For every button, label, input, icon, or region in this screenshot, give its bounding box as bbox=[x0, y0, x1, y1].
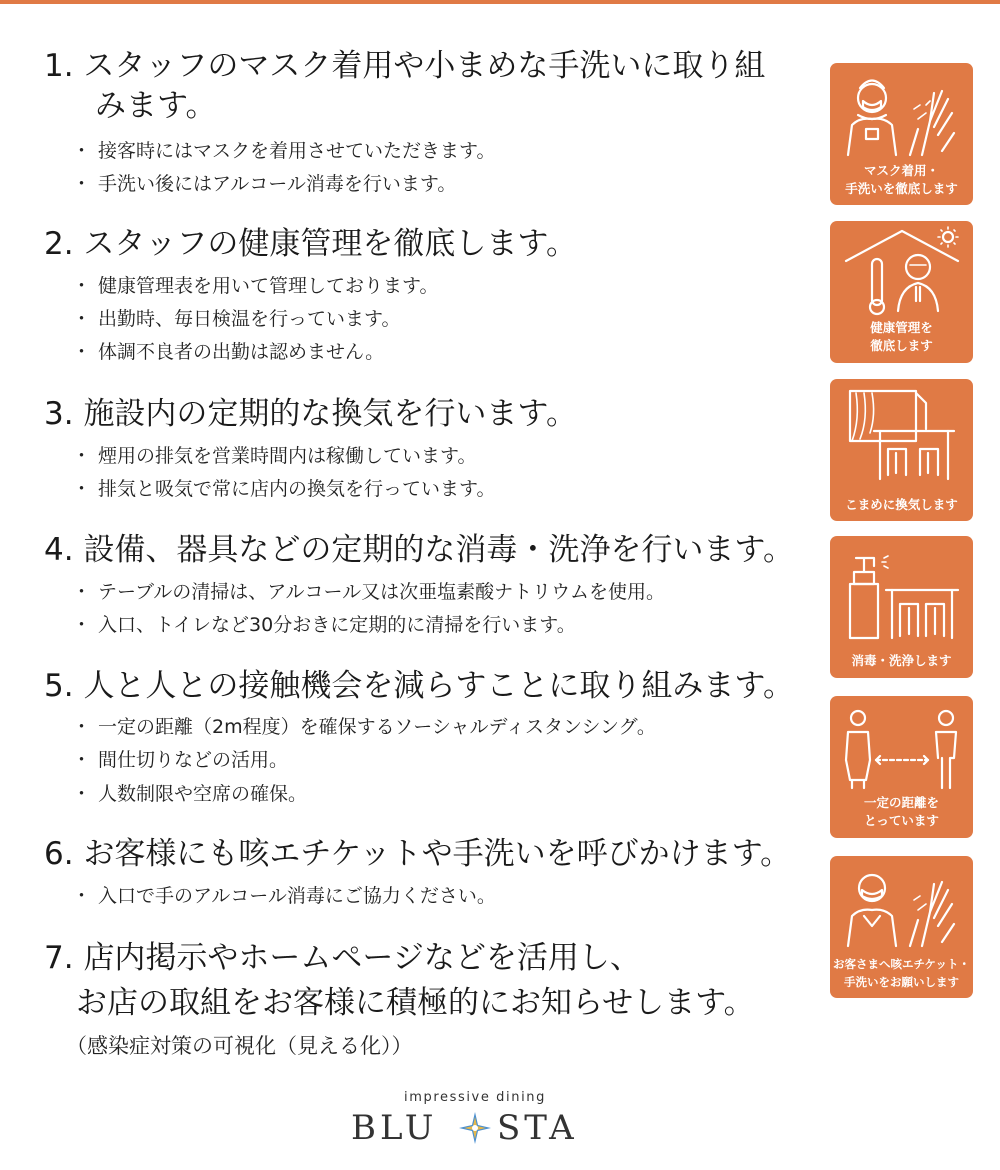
icon-card-ventilation bbox=[830, 379, 973, 521]
bullet-text: 出勤時、毎日検温を行っています。 bbox=[98, 308, 401, 330]
icon-card-disinfect bbox=[830, 536, 973, 678]
logo-word-left: BLU bbox=[351, 1108, 438, 1148]
icon-4-caption-line-1: 消毒・洗浄します bbox=[851, 653, 952, 668]
item-7-number: 7. bbox=[44, 940, 74, 976]
bullet-dot: ・ bbox=[72, 716, 92, 738]
icon-6-caption bbox=[830, 955, 973, 991]
bullet-text: 入口、トイレなど30分おきに定期的に清掃を行います。 bbox=[98, 614, 576, 636]
item-3-line-1: 施設内の定期的な換気を行います。 bbox=[83, 396, 577, 432]
item-4-number: 4. bbox=[44, 532, 74, 568]
bullet-dot: ・ bbox=[72, 478, 92, 500]
icon-2-caption bbox=[830, 319, 973, 355]
icon-1-caption-line-1: マスク着用・ bbox=[863, 163, 939, 178]
item-7-line-2: お店の取組をお客様に積極的にお知らせします。 bbox=[76, 985, 755, 1021]
icon-2-caption-line-2: 徹底します bbox=[870, 338, 933, 353]
item-2-bullet-1 bbox=[72, 273, 438, 299]
item-7-heading bbox=[44, 938, 641, 978]
icon-5-caption-line-2: とっています bbox=[864, 813, 939, 828]
item-1-line-1: スタッフのマスク着用や小まめな手洗いに取り組 bbox=[83, 48, 766, 84]
icon-card-distance bbox=[830, 696, 973, 838]
item-6-bullet-1 bbox=[72, 883, 496, 909]
top-accent-line bbox=[0, 0, 1000, 4]
bullet-text: 入口で手のアルコール消毒にご協力ください。 bbox=[98, 885, 496, 907]
item-2-bullet-3 bbox=[72, 339, 384, 365]
bullet-text: 接客時にはマスクを着用させていただきます。 bbox=[98, 140, 496, 162]
bullet-text: 手洗い後にはアルコール消毒を行います。 bbox=[98, 173, 457, 195]
item-6-heading bbox=[44, 834, 791, 874]
bullet-text: 体調不良者の出勤は認めません。 bbox=[98, 341, 385, 363]
bullet-text: テーブルの清掃は、アルコール又は次亜塩素酸ナトリウムを使用。 bbox=[98, 581, 665, 603]
icon-3-caption bbox=[830, 496, 973, 514]
item-7-note: （感染症対策の可視化（見える化）） bbox=[66, 1034, 413, 1058]
item-1-heading bbox=[44, 46, 765, 86]
bullet-dot: ・ bbox=[72, 614, 92, 636]
bullet-dot: ・ bbox=[72, 308, 92, 330]
icon-card-health bbox=[830, 221, 973, 363]
icon-6-caption-line-2: 手洗いをお願いします bbox=[844, 975, 959, 989]
bullet-dot: ・ bbox=[72, 173, 92, 195]
icon-6-caption-line-1: お客さまへ咳エチケット・ bbox=[833, 957, 970, 971]
bullet-dot: ・ bbox=[72, 885, 92, 907]
bullet-dot: ・ bbox=[72, 445, 92, 467]
bullet-text: 排気と吸気で常に店内の換気を行っています。 bbox=[98, 478, 496, 500]
brand-logo bbox=[345, 1090, 605, 1150]
bullet-dot: ・ bbox=[72, 783, 92, 805]
item-1-bullet-2 bbox=[72, 171, 456, 197]
item-2-heading bbox=[44, 224, 577, 264]
bullet-dot: ・ bbox=[72, 341, 92, 363]
bullet-text: 人数制限や空席の確保。 bbox=[98, 783, 308, 805]
item-5-bullet-2 bbox=[72, 747, 288, 773]
bullet-text: 健康管理表を用いて管理しております。 bbox=[98, 275, 439, 297]
bullet-text: 間仕切りなどの活用。 bbox=[98, 749, 289, 771]
item-3-number: 3. bbox=[44, 396, 74, 432]
icon-card-mask bbox=[830, 63, 973, 205]
icon-4-caption bbox=[830, 652, 973, 670]
item-4-heading bbox=[44, 530, 794, 570]
icon-5-caption bbox=[830, 794, 973, 830]
logo-tagline: impressive dining bbox=[404, 1090, 546, 1105]
item-6-number: 6. bbox=[44, 836, 74, 872]
item-2-number: 2. bbox=[44, 226, 74, 262]
item-4-bullet-1 bbox=[72, 579, 665, 605]
item-2-line-1: スタッフの健康管理を徹底します。 bbox=[83, 226, 577, 262]
item-5-bullet-1 bbox=[72, 714, 656, 740]
star-icon bbox=[457, 1110, 493, 1146]
item-4-line-1: 設備、器具などの定期的な消毒・洗浄を行います。 bbox=[83, 532, 794, 568]
item-5-bullet-3 bbox=[72, 781, 307, 807]
bullet-dot: ・ bbox=[72, 749, 92, 771]
icon-1-caption bbox=[830, 162, 973, 198]
bullet-text: 一定の距離（2m程度）を確保するソーシャルディスタンシング。 bbox=[98, 716, 656, 738]
bullet-dot: ・ bbox=[72, 275, 92, 297]
icon-3-caption-line-1: こまめに換気します bbox=[845, 497, 958, 512]
item-3-bullet-1 bbox=[72, 443, 476, 469]
item-3-bullet-2 bbox=[72, 476, 495, 502]
item-5-line-1: 人と人との接触機会を減らすことに取り組みます。 bbox=[83, 668, 794, 704]
item-1-bullet-1 bbox=[72, 138, 495, 164]
item-1-line-2: みます。 bbox=[95, 88, 217, 124]
bullet-dot: ・ bbox=[72, 140, 92, 162]
item-6-line-1: お客様にも咳エチケットや手洗いを呼びかけます。 bbox=[83, 836, 792, 872]
icon-card-cough bbox=[830, 856, 973, 998]
item-2-bullet-2 bbox=[72, 306, 400, 332]
item-3-heading bbox=[44, 394, 577, 434]
logo-word-right: STA bbox=[497, 1108, 578, 1148]
item-5-heading bbox=[44, 666, 794, 706]
item-4-bullet-2 bbox=[72, 612, 576, 638]
icon-2-caption-line-1: 健康管理を bbox=[870, 320, 933, 335]
bullet-text: 煙用の排気を営業時間内は稼働しています。 bbox=[98, 445, 477, 467]
item-1-number: 1. bbox=[44, 48, 74, 84]
item-5-number: 5. bbox=[44, 668, 74, 704]
icon-1-caption-line-2: 手洗いを徹底します bbox=[845, 181, 958, 196]
item-7-line-1: 店内掲示やホームページなどを活用し、 bbox=[83, 940, 641, 976]
bullet-dot: ・ bbox=[72, 581, 92, 603]
icon-5-caption-line-1: 一定の距離を bbox=[863, 795, 939, 810]
